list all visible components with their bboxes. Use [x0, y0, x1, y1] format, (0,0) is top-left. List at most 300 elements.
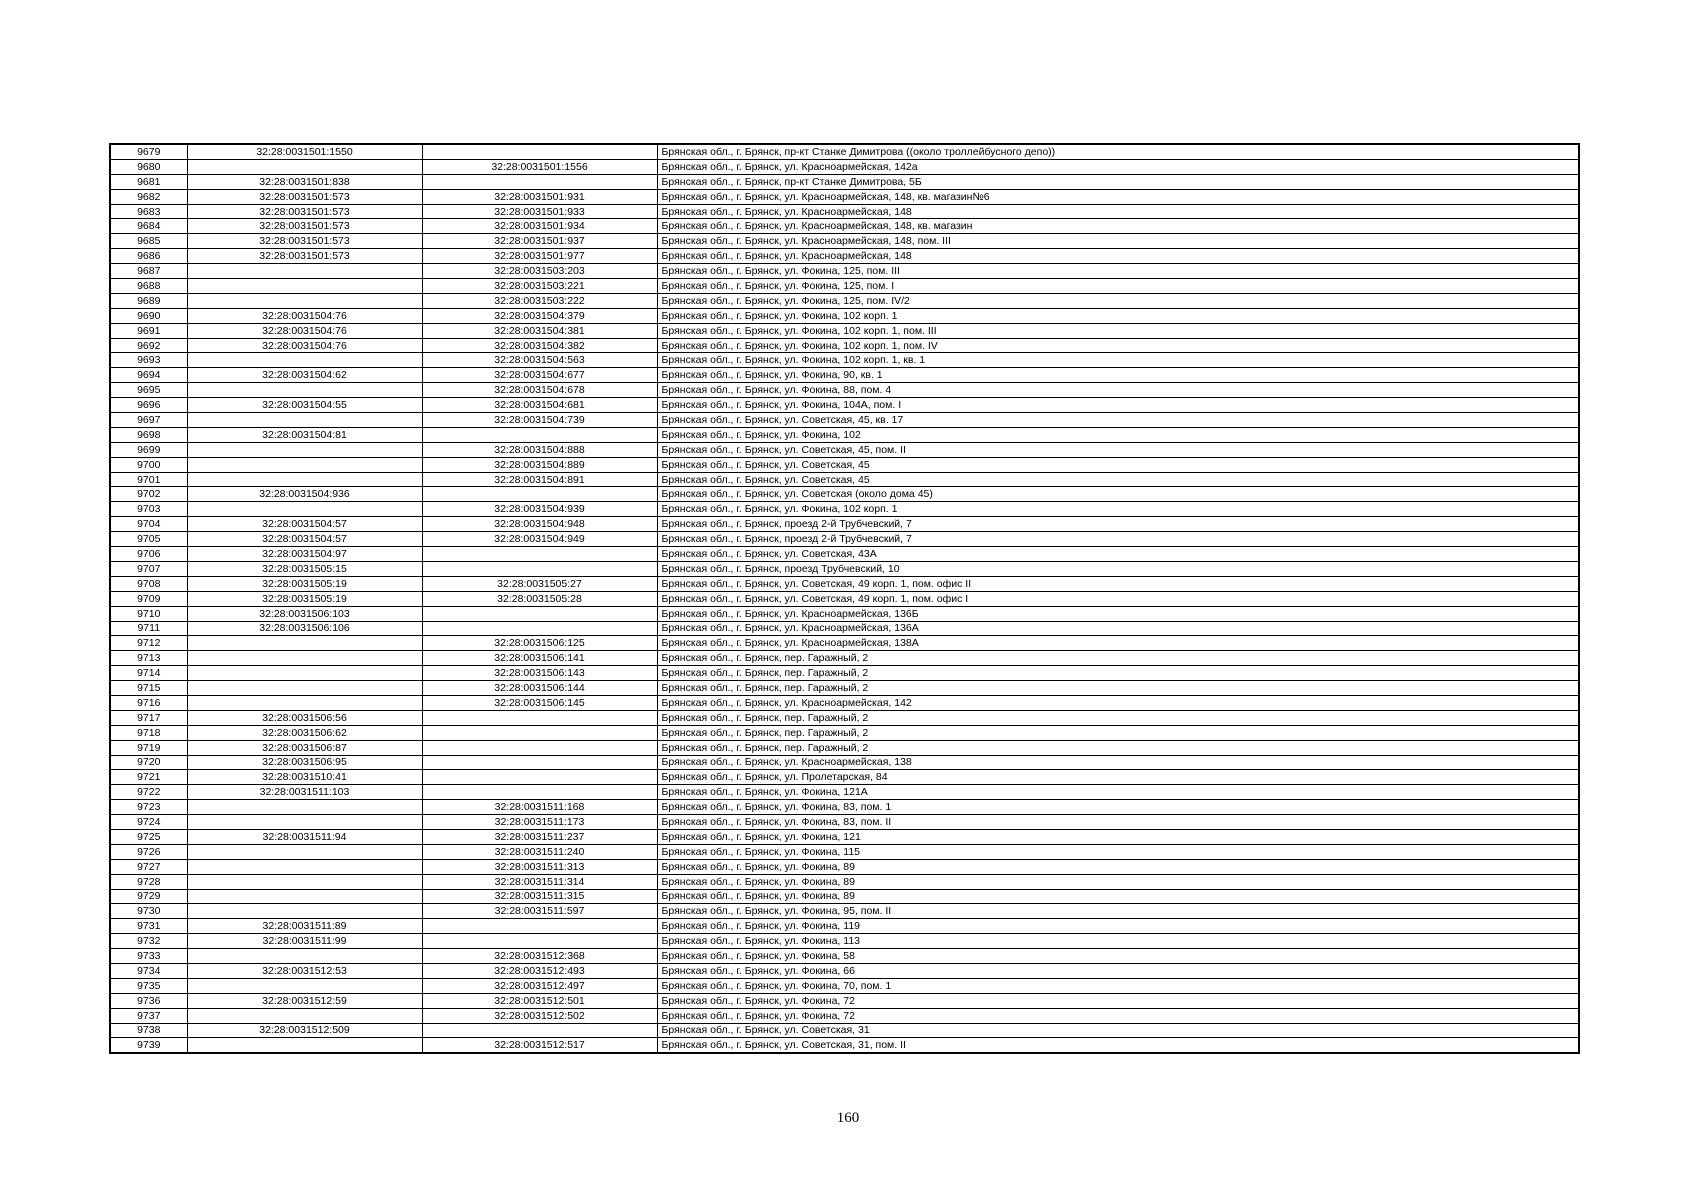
table-row [110, 323, 1579, 338]
row-number-cell: 9727 [110, 859, 187, 874]
row-number-cell: 9693 [110, 353, 187, 368]
table-row [110, 502, 1579, 517]
address-cell: Брянская обл., г. Брянск, ул. Красноармейская, 136Б [657, 606, 1579, 621]
address-cell: Брянская обл., г. Брянск, ул. Фокина, 115 [657, 844, 1579, 859]
address-cell: Брянская обл., г. Брянск, пер. Гаражный, 2 [657, 681, 1579, 696]
address-cell: Брянская обл., г. Брянск, пр-кт Станке Димитрова, 5Б [657, 174, 1579, 189]
parcel-cadastral-number-cell [187, 949, 422, 964]
parcel-cadastral-number-cell [187, 353, 422, 368]
parcel-cadastral-number-cell: 32:28:0031512:59 [187, 993, 422, 1008]
building-cadastral-number-cell: 32:28:0031506:125 [422, 636, 657, 651]
table-row [110, 234, 1579, 249]
row-number-cell: 9692 [110, 338, 187, 353]
row-number-cell: 9680 [110, 159, 187, 174]
table-row [110, 174, 1579, 189]
address-cell: Брянская обл., г. Брянск, пер. Гаражный, 2 [657, 666, 1579, 681]
parcel-cadastral-number-cell: 32:28:0031511:94 [187, 829, 422, 844]
building-cadastral-number-cell: 32:28:0031504:379 [422, 308, 657, 323]
row-number-cell: 9700 [110, 457, 187, 472]
parcel-cadastral-number-cell [187, 681, 422, 696]
address-cell: Брянская обл., г. Брянск, ул. Фокина, 83, пом. 1 [657, 800, 1579, 815]
row-number-cell: 9714 [110, 666, 187, 681]
parcel-cadastral-number-cell [187, 264, 422, 279]
building-cadastral-number-cell: 32:28:0031512:497 [422, 978, 657, 993]
register-table [109, 143, 1580, 1054]
row-number-cell: 9708 [110, 576, 187, 591]
building-cadastral-number-cell: 32:28:0031506:143 [422, 666, 657, 681]
row-number-cell: 9718 [110, 725, 187, 740]
building-cadastral-number-cell: 32:28:0031504:888 [422, 442, 657, 457]
parcel-cadastral-number-cell: 32:28:0031504:936 [187, 487, 422, 502]
address-cell: Брянская обл., г. Брянск, ул. Фокина, 102 корп. 1 [657, 308, 1579, 323]
parcel-cadastral-number-cell [187, 815, 422, 830]
parcel-cadastral-number-cell: 32:28:0031506:103 [187, 606, 422, 621]
building-cadastral-number-cell [422, 755, 657, 770]
row-number-cell: 9697 [110, 413, 187, 428]
table-row [110, 815, 1579, 830]
building-cadastral-number-cell [422, 934, 657, 949]
parcel-cadastral-number-cell: 32:28:0031506:95 [187, 755, 422, 770]
row-number-cell: 9720 [110, 755, 187, 770]
table-row [110, 785, 1579, 800]
row-number-cell: 9706 [110, 547, 187, 562]
building-cadastral-number-cell [422, 561, 657, 576]
parcel-cadastral-number-cell [187, 666, 422, 681]
table-row [110, 264, 1579, 279]
parcel-cadastral-number-cell [187, 1038, 422, 1053]
row-number-cell: 9739 [110, 1038, 187, 1053]
parcel-cadastral-number-cell: 32:28:0031511:89 [187, 919, 422, 934]
row-number-cell: 9685 [110, 234, 187, 249]
table-row [110, 368, 1579, 383]
table-row [110, 413, 1579, 428]
building-cadastral-number-cell: 32:28:0031504:889 [422, 457, 657, 472]
parcel-cadastral-number-cell: 32:28:0031504:97 [187, 547, 422, 562]
parcel-cadastral-number-cell: 32:28:0031504:57 [187, 517, 422, 532]
row-number-cell: 9725 [110, 829, 187, 844]
row-number-cell: 9683 [110, 204, 187, 219]
row-number-cell: 9726 [110, 844, 187, 859]
row-number-cell: 9696 [110, 398, 187, 413]
parcel-cadastral-number-cell: 32:28:0031512:53 [187, 963, 422, 978]
row-number-cell: 9679 [110, 144, 187, 159]
building-cadastral-number-cell [422, 606, 657, 621]
row-number-cell: 9733 [110, 949, 187, 964]
address-cell: Брянская обл., г. Брянск, ул. Советская, 31, пом. II [657, 1038, 1579, 1053]
address-cell: Брянская обл., г. Брянск, пер. Гаражный, 2 [657, 651, 1579, 666]
table-row [110, 159, 1579, 174]
building-cadastral-number-cell: 32:28:0031505:28 [422, 591, 657, 606]
address-cell: Брянская обл., г. Брянск, ул. Фокина, 121 [657, 829, 1579, 844]
address-cell: Брянская обл., г. Брянск, ул. Фокина, 58 [657, 949, 1579, 964]
address-cell: Брянская обл., г. Брянск, ул. Фокина, 119 [657, 919, 1579, 934]
parcel-cadastral-number-cell [187, 695, 422, 710]
parcel-cadastral-number-cell: 32:28:0031501:1550 [187, 144, 422, 159]
address-cell: Брянская обл., г. Брянск, ул. Фокина, 102 [657, 427, 1579, 442]
table-row [110, 889, 1579, 904]
address-cell: Брянская обл., г. Брянск, ул. Красноармейская, 148 [657, 249, 1579, 264]
building-cadastral-number-cell: 32:28:0031504:681 [422, 398, 657, 413]
parcel-cadastral-number-cell [187, 636, 422, 651]
parcel-cadastral-number-cell [187, 904, 422, 919]
building-cadastral-number-cell: 32:28:0031501:931 [422, 189, 657, 204]
building-cadastral-number-cell [422, 144, 657, 159]
table-row [110, 725, 1579, 740]
table-row [110, 561, 1579, 576]
building-cadastral-number-cell: 32:28:0031511:240 [422, 844, 657, 859]
building-cadastral-number-cell [422, 174, 657, 189]
row-number-cell: 9681 [110, 174, 187, 189]
parcel-cadastral-number-cell: 32:28:0031505:19 [187, 576, 422, 591]
building-cadastral-number-cell [422, 710, 657, 725]
building-cadastral-number-cell: 32:28:0031511:315 [422, 889, 657, 904]
building-cadastral-number-cell: 32:28:0031511:314 [422, 874, 657, 889]
row-number-cell: 9731 [110, 919, 187, 934]
table-row [110, 993, 1579, 1008]
address-cell: Брянская обл., г. Брянск, ул. Фокина, 102 корп. 1, пом. III [657, 323, 1579, 338]
address-cell: Брянская обл., г. Брянск, ул. Фокина, 121А [657, 785, 1579, 800]
parcel-cadastral-number-cell [187, 457, 422, 472]
row-number-cell: 9738 [110, 1023, 187, 1038]
parcel-cadastral-number-cell: 32:28:0031506:106 [187, 621, 422, 636]
address-cell: Брянская обл., г. Брянск, проезд 2-й Трубчевский, 7 [657, 517, 1579, 532]
table-row [110, 383, 1579, 398]
building-cadastral-number-cell: 32:28:0031511:237 [422, 829, 657, 844]
address-cell: Брянская обл., г. Брянск, ул. Советская (около дома 45) [657, 487, 1579, 502]
parcel-cadastral-number-cell: 32:28:0031504:57 [187, 532, 422, 547]
row-number-cell: 9716 [110, 695, 187, 710]
building-cadastral-number-cell: 32:28:0031506:144 [422, 681, 657, 696]
address-cell: Брянская обл., г. Брянск, ул. Советская, 49 корп. 1, пом. офис I [657, 591, 1579, 606]
row-number-cell: 9734 [110, 963, 187, 978]
building-cadastral-number-cell [422, 547, 657, 562]
address-cell: Брянская обл., г. Брянск, ул. Советская, 31 [657, 1023, 1579, 1038]
address-cell: Брянская обл., г. Брянск, ул. Советская, 45, кв. 17 [657, 413, 1579, 428]
row-number-cell: 9691 [110, 323, 187, 338]
address-cell: Брянская обл., г. Брянск, ул. Фокина, 104А, пом. I [657, 398, 1579, 413]
parcel-cadastral-number-cell [187, 1008, 422, 1023]
parcel-cadastral-number-cell [187, 502, 422, 517]
table-row [110, 829, 1579, 844]
table-row [110, 532, 1579, 547]
table-row [110, 934, 1579, 949]
table-row [110, 487, 1579, 502]
row-number-cell: 9723 [110, 800, 187, 815]
building-cadastral-number-cell: 32:28:0031512:368 [422, 949, 657, 964]
address-cell: Брянская обл., г. Брянск, ул. Красноармейская, 142 [657, 695, 1579, 710]
address-cell: Брянская обл., г. Брянск, ул. Красноармейская, 136А [657, 621, 1579, 636]
address-cell: Брянская обл., г. Брянск, пер. Гаражный, 2 [657, 740, 1579, 755]
row-number-cell: 9695 [110, 383, 187, 398]
address-cell: Брянская обл., г. Брянск, ул. Красноармейская, 138А [657, 636, 1579, 651]
parcel-cadastral-number-cell: 32:28:0031504:76 [187, 338, 422, 353]
table-row [110, 1008, 1579, 1023]
building-cadastral-number-cell: 32:28:0031501:934 [422, 219, 657, 234]
address-cell: Брянская обл., г. Брянск, ул. Фокина, 95, пом. II [657, 904, 1579, 919]
building-cadastral-number-cell: 32:28:0031511:313 [422, 859, 657, 874]
table-row [110, 755, 1579, 770]
table-row [110, 606, 1579, 621]
building-cadastral-number-cell: 32:28:0031501:977 [422, 249, 657, 264]
parcel-cadastral-number-cell: 32:28:0031512:509 [187, 1023, 422, 1038]
address-cell: Брянская обл., г. Брянск, ул. Фокина, 102 корп. 1, кв. 1 [657, 353, 1579, 368]
row-number-cell: 9701 [110, 472, 187, 487]
page-number: 160 [836, 1110, 860, 1126]
building-cadastral-number-cell: 32:28:0031506:141 [422, 651, 657, 666]
address-cell: Брянская обл., г. Брянск, ул. Фокина, 90, кв. 1 [657, 368, 1579, 383]
table-row [110, 1023, 1579, 1038]
building-cadastral-number-cell: 32:28:0031511:173 [422, 815, 657, 830]
table-row [110, 547, 1579, 562]
address-cell: Брянская обл., г. Брянск, ул. Советская, 45 [657, 457, 1579, 472]
building-cadastral-number-cell: 32:28:0031501:1556 [422, 159, 657, 174]
row-number-cell: 9699 [110, 442, 187, 457]
building-cadastral-number-cell: 32:28:0031504:382 [422, 338, 657, 353]
table-row [110, 279, 1579, 294]
building-cadastral-number-cell [422, 740, 657, 755]
building-cadastral-number-cell [422, 621, 657, 636]
parcel-cadastral-number-cell [187, 978, 422, 993]
table-row [110, 144, 1579, 159]
building-cadastral-number-cell: 32:28:0031504:891 [422, 472, 657, 487]
building-cadastral-number-cell [422, 487, 657, 502]
building-cadastral-number-cell: 32:28:0031504:563 [422, 353, 657, 368]
address-cell: Брянская обл., г. Брянск, пр-кт Станке Димитрова ((около троллейбусного депо)) [657, 144, 1579, 159]
row-number-cell: 9735 [110, 978, 187, 993]
row-number-cell: 9710 [110, 606, 187, 621]
row-number-cell: 9732 [110, 934, 187, 949]
table-row [110, 740, 1579, 755]
parcel-cadastral-number-cell [187, 279, 422, 294]
row-number-cell: 9703 [110, 502, 187, 517]
address-cell: Брянская обл., г. Брянск, ул. Фокина, 70, пом. 1 [657, 978, 1579, 993]
building-cadastral-number-cell: 32:28:0031504:948 [422, 517, 657, 532]
row-number-cell: 9719 [110, 740, 187, 755]
parcel-cadastral-number-cell: 32:28:0031506:56 [187, 710, 422, 725]
address-cell: Брянская обл., г. Брянск, ул. Фокина, 88, пом. 4 [657, 383, 1579, 398]
parcel-cadastral-number-cell: 32:28:0031505:15 [187, 561, 422, 576]
address-cell: Брянская обл., г. Брянск, ул. Красноармейская, 148, кв. магазин№6 [657, 189, 1579, 204]
parcel-cadastral-number-cell: 32:28:0031501:573 [187, 234, 422, 249]
address-cell: Брянская обл., г. Брянск, ул. Фокина, 72 [657, 993, 1579, 1008]
address-cell: Брянская обл., г. Брянск, ул. Советская, 49 корп. 1, пом. офис II [657, 576, 1579, 591]
address-cell: Брянская обл., г. Брянск, ул. Советская, 43А [657, 547, 1579, 562]
address-cell: Брянская обл., г. Брянск, ул. Фокина, 113 [657, 934, 1579, 949]
row-number-cell: 9689 [110, 293, 187, 308]
address-cell: Брянская обл., г. Брянск, пер. Гаражный, 2 [657, 725, 1579, 740]
parcel-cadastral-number-cell: 32:28:0031506:87 [187, 740, 422, 755]
address-cell: Брянская обл., г. Брянск, ул. Фокина, 89 [657, 889, 1579, 904]
building-cadastral-number-cell: 32:28:0031512:501 [422, 993, 657, 1008]
row-number-cell: 9690 [110, 308, 187, 323]
table-row [110, 978, 1579, 993]
parcel-cadastral-number-cell: 32:28:0031501:573 [187, 204, 422, 219]
row-number-cell: 9702 [110, 487, 187, 502]
table-row [110, 204, 1579, 219]
table-row [110, 651, 1579, 666]
table-row [110, 517, 1579, 532]
table-row [110, 844, 1579, 859]
address-cell: Брянская обл., г. Брянск, ул. Фокина, 125, пом. III [657, 264, 1579, 279]
building-cadastral-number-cell: 32:28:0031512:502 [422, 1008, 657, 1023]
parcel-cadastral-number-cell [187, 383, 422, 398]
table-row [110, 666, 1579, 681]
row-number-cell: 9682 [110, 189, 187, 204]
building-cadastral-number-cell: 32:28:0031506:145 [422, 695, 657, 710]
table-row [110, 457, 1579, 472]
table-row [110, 949, 1579, 964]
table-row [110, 338, 1579, 353]
address-cell: Брянская обл., г. Брянск, проезд 2-й Трубчевский, 7 [657, 532, 1579, 547]
row-number-cell: 9713 [110, 651, 187, 666]
building-cadastral-number-cell: 32:28:0031504:949 [422, 532, 657, 547]
address-cell: Брянская обл., г. Брянск, ул. Красноармейская, 142а [657, 159, 1579, 174]
building-cadastral-number-cell [422, 919, 657, 934]
table-row [110, 249, 1579, 264]
parcel-cadastral-number-cell [187, 889, 422, 904]
address-cell: Брянская обл., г. Брянск, пер. Гаражный, 2 [657, 710, 1579, 725]
building-cadastral-number-cell [422, 770, 657, 785]
parcel-cadastral-number-cell: 32:28:0031504:76 [187, 323, 422, 338]
parcel-cadastral-number-cell [187, 651, 422, 666]
row-number-cell: 9707 [110, 561, 187, 576]
address-cell: Брянская обл., г. Брянск, ул. Фокина, 125, пом. I [657, 279, 1579, 294]
row-number-cell: 9704 [110, 517, 187, 532]
building-cadastral-number-cell: 32:28:0031504:939 [422, 502, 657, 517]
table-row [110, 681, 1579, 696]
parcel-cadastral-number-cell [187, 413, 422, 428]
address-cell: Брянская обл., г. Брянск, ул. Фокина, 83, пом. II [657, 815, 1579, 830]
parcel-cadastral-number-cell [187, 293, 422, 308]
parcel-cadastral-number-cell: 32:28:0031501:838 [187, 174, 422, 189]
table-row [110, 963, 1579, 978]
address-cell: Брянская обл., г. Брянск, ул. Фокина, 89 [657, 859, 1579, 874]
parcel-cadastral-number-cell [187, 800, 422, 815]
building-cadastral-number-cell: 32:28:0031503:203 [422, 264, 657, 279]
parcel-cadastral-number-cell [187, 859, 422, 874]
parcel-cadastral-number-cell [187, 844, 422, 859]
row-number-cell: 9717 [110, 710, 187, 725]
row-number-cell: 9687 [110, 264, 187, 279]
building-cadastral-number-cell: 32:28:0031503:221 [422, 279, 657, 294]
parcel-cadastral-number-cell: 32:28:0031511:99 [187, 934, 422, 949]
parcel-cadastral-number-cell: 32:28:0031505:19 [187, 591, 422, 606]
table-row [110, 1038, 1579, 1053]
address-cell: Брянская обл., г. Брянск, ул. Советская, 45 [657, 472, 1579, 487]
table-row [110, 308, 1579, 323]
table-row [110, 293, 1579, 308]
address-cell: Брянская обл., г. Брянск, ул. Красноармейская, 148 [657, 204, 1579, 219]
parcel-cadastral-number-cell: 32:28:0031506:62 [187, 725, 422, 740]
row-number-cell: 9737 [110, 1008, 187, 1023]
parcel-cadastral-number-cell [187, 472, 422, 487]
building-cadastral-number-cell: 32:28:0031503:222 [422, 293, 657, 308]
building-cadastral-number-cell: 32:28:0031501:933 [422, 204, 657, 219]
table-row [110, 695, 1579, 710]
row-number-cell: 9730 [110, 904, 187, 919]
row-number-cell: 9712 [110, 636, 187, 651]
row-number-cell: 9686 [110, 249, 187, 264]
table-row [110, 636, 1579, 651]
parcel-cadastral-number-cell: 32:28:0031504:55 [187, 398, 422, 413]
address-cell: Брянская обл., г. Брянск, ул. Пролетарская, 84 [657, 770, 1579, 785]
row-number-cell: 9721 [110, 770, 187, 785]
row-number-cell: 9722 [110, 785, 187, 800]
row-number-cell: 9709 [110, 591, 187, 606]
building-cadastral-number-cell: 32:28:0031511:168 [422, 800, 657, 815]
building-cadastral-number-cell: 32:28:0031501:937 [422, 234, 657, 249]
parcel-cadastral-number-cell: 32:28:0031504:81 [187, 427, 422, 442]
address-cell: Брянская обл., г. Брянск, ул. Фокина, 125, пом. IV/2 [657, 293, 1579, 308]
building-cadastral-number-cell [422, 427, 657, 442]
row-number-cell: 9705 [110, 532, 187, 547]
table-row [110, 710, 1579, 725]
building-cadastral-number-cell [422, 1023, 657, 1038]
table-row [110, 219, 1579, 234]
parcel-cadastral-number-cell [187, 442, 422, 457]
building-cadastral-number-cell: 32:28:0031511:597 [422, 904, 657, 919]
row-number-cell: 9728 [110, 874, 187, 889]
table-row [110, 770, 1579, 785]
parcel-cadastral-number-cell: 32:28:0031504:62 [187, 368, 422, 383]
building-cadastral-number-cell [422, 785, 657, 800]
address-cell: Брянская обл., г. Брянск, ул. Фокина, 102 корп. 1, пом. IV [657, 338, 1579, 353]
table-row [110, 800, 1579, 815]
parcel-cadastral-number-cell [187, 159, 422, 174]
address-cell: Брянская обл., г. Брянск, ул. Фокина, 72 [657, 1008, 1579, 1023]
address-cell: Брянская обл., г. Брянск, проезд Трубчевский, 10 [657, 561, 1579, 576]
parcel-cadastral-number-cell: 32:28:0031510:41 [187, 770, 422, 785]
row-number-cell: 9698 [110, 427, 187, 442]
parcel-cadastral-number-cell: 32:28:0031501:573 [187, 219, 422, 234]
address-cell: Брянская обл., г. Брянск, ул. Красноармейская, 148, пом. III [657, 234, 1579, 249]
parcel-cadastral-number-cell: 32:28:0031501:573 [187, 189, 422, 204]
building-cadastral-number-cell: 32:28:0031504:678 [422, 383, 657, 398]
table-row [110, 398, 1579, 413]
address-cell: Брянская обл., г. Брянск, ул. Фокина, 66 [657, 963, 1579, 978]
row-number-cell: 9694 [110, 368, 187, 383]
building-cadastral-number-cell: 32:28:0031512:517 [422, 1038, 657, 1053]
table-row [110, 621, 1579, 636]
address-cell: Брянская обл., г. Брянск, ул. Красноармейская, 148, кв. магазин [657, 219, 1579, 234]
building-cadastral-number-cell: 32:28:0031505:27 [422, 576, 657, 591]
building-cadastral-number-cell: 32:28:0031512:493 [422, 963, 657, 978]
building-cadastral-number-cell: 32:28:0031504:677 [422, 368, 657, 383]
row-number-cell: 9684 [110, 219, 187, 234]
table-row [110, 919, 1579, 934]
row-number-cell: 9688 [110, 279, 187, 294]
table-row [110, 904, 1579, 919]
building-cadastral-number-cell [422, 725, 657, 740]
row-number-cell: 9729 [110, 889, 187, 904]
row-number-cell: 9711 [110, 621, 187, 636]
table-row [110, 472, 1579, 487]
register-body [110, 144, 1579, 1053]
table-row [110, 591, 1579, 606]
row-number-cell: 9736 [110, 993, 187, 1008]
table-row [110, 427, 1579, 442]
table-row [110, 874, 1579, 889]
table-row [110, 353, 1579, 368]
parcel-cadastral-number-cell: 32:28:0031501:573 [187, 249, 422, 264]
address-cell: Брянская обл., г. Брянск, ул. Фокина, 89 [657, 874, 1579, 889]
address-cell: Брянская обл., г. Брянск, ул. Фокина, 102 корп. 1 [657, 502, 1579, 517]
parcel-cadastral-number-cell: 32:28:0031511:103 [187, 785, 422, 800]
table-row [110, 576, 1579, 591]
address-cell: Брянская обл., г. Брянск, ул. Советская, 45, пом. II [657, 442, 1579, 457]
address-cell: Брянская обл., г. Брянск, ул. Красноармейская, 138 [657, 755, 1579, 770]
building-cadastral-number-cell: 32:28:0031504:381 [422, 323, 657, 338]
